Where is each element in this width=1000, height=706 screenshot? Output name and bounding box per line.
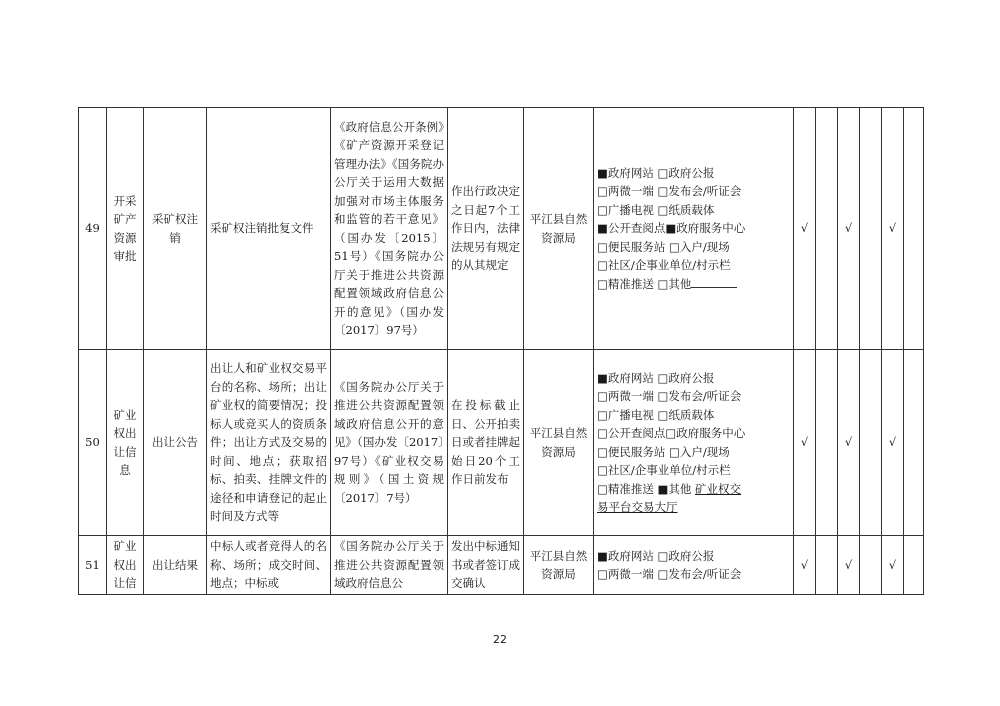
channel-line: □便民服务站 □入户/现场 <box>597 239 730 254</box>
content-cell: 中标人或者竞得人的名称、场所；成交时间、地点；中标或 <box>207 536 331 595</box>
checkmark-cell <box>904 350 924 536</box>
item-cell: 采矿权注销 <box>144 108 207 350</box>
subject-cell: 平江县自然资源局 <box>524 108 594 350</box>
disclosure-table <box>78 107 924 595</box>
channel-line: ■政府网站 □政府公报 <box>597 165 715 180</box>
channels-cell <box>594 108 794 350</box>
page-number: 22 <box>493 633 507 646</box>
checkmark-cell <box>816 108 838 350</box>
channel-line: □社区/企事业单位/村示栏 <box>597 258 731 273</box>
row-number: 49 <box>79 108 107 350</box>
channel-line: □精准推送 □其他 <box>597 275 790 294</box>
table-row <box>79 536 924 595</box>
timeline-cell: 作出行政决定之日起7个工作日内，法律法规另有规定的从其规定 <box>448 108 524 350</box>
checkmark-cell <box>860 536 882 595</box>
checkmark-cell: √ <box>838 108 860 350</box>
row-number: 50 <box>79 350 107 536</box>
channel-line: □社区/企事业单位/村示栏 <box>597 463 731 477</box>
subject-cell: 平江县自然资源局 <box>524 536 594 595</box>
channels-cell <box>594 536 794 595</box>
table-row <box>79 350 924 536</box>
timeline-cell: 在投标截止日、公开拍卖日或者挂牌起始日20个工作日前发布 <box>448 350 524 536</box>
channel-line: □公开查阅点□政府服务中心 <box>597 426 746 440</box>
timeline-cell: 发出中标通知书或者签订成交确认 <box>448 536 524 595</box>
checkmark-cell <box>904 108 924 350</box>
channels-cell <box>594 350 794 536</box>
checkmark-cell <box>816 536 838 595</box>
other-channel-text: 矿业权交 <box>695 481 742 496</box>
basis-cell: 《政府信息公开条例》《矿产资源开采登记管理办法》《国务院办公厅关于运用大数据加强对市场主体服务和监管的若干意见》（国办发〔2015〕51号）《国务院办公厅关于推进公共资源配置领域政府信息公开的意见》（国办发〔2017〕97号） <box>331 108 448 350</box>
content-cell: 出让人和矿业权交易平台的名称、场所；出让矿业权的简要情况；投标人或竞买人的资质条件；出让方式及交易的时间、地点；获取招标、拍卖、挂牌文件的途径和申请登记的起止时间及方式等 <box>207 350 331 536</box>
category-cell: 矿业权出让信息 <box>107 350 144 536</box>
checkmark-cell: √ <box>838 350 860 536</box>
channel-line: ■政府网站 □政府公报 <box>597 548 715 563</box>
row-number: 51 <box>79 536 107 595</box>
checkmark-cell <box>860 108 882 350</box>
channel-line: ■政府网站 □政府公报 <box>597 370 715 385</box>
channel-line: □两微一端 □发布会/听证会 <box>597 389 742 403</box>
checkmark-cell: √ <box>794 536 816 595</box>
checkmark-cell <box>860 350 882 536</box>
checkmark-cell: √ <box>794 108 816 350</box>
channel-line: □广播电视 □纸质载体 <box>597 407 715 422</box>
blank-line <box>691 275 737 288</box>
basis-cell: 《国务院办公厅关于推进公共资源配置领域政府信息公 <box>331 536 448 595</box>
basis-cell: 《国务院办公厅关于推进公共资源配置领域政府信息公开的意见》（国办发〔2017〕97号）《矿业权交易规则》（国土资规〔2017〕7号） <box>331 350 448 536</box>
checkmark-cell: √ <box>838 536 860 595</box>
other-channel-text: 易平台交易大厅 <box>597 500 678 514</box>
subject-cell: 平江县自然资源局 <box>524 350 594 536</box>
content-cell: 采矿权注销批复文件 <box>207 108 331 350</box>
checkmark-cell: √ <box>882 536 904 595</box>
checkmark-cell <box>904 536 924 595</box>
checkmark-cell: √ <box>794 350 816 536</box>
checkmark-cell: √ <box>882 108 904 350</box>
item-cell: 出让公告 <box>144 350 207 536</box>
channel-line: □两微一端 □发布会/听证会 <box>597 567 742 581</box>
category-cell: 开采矿产资源审批 <box>107 108 144 350</box>
channel-line: □精准推送 ■其他 矿业权交 <box>597 481 742 496</box>
item-cell: 出让结果 <box>144 536 207 595</box>
channel-line: □广播电视 □纸质载体 <box>597 202 715 217</box>
table-row <box>79 108 924 350</box>
category-cell: 矿业权出让信 <box>107 536 144 595</box>
channel-line: □便民服务站 □入户/现场 <box>597 444 730 459</box>
checkmark-cell <box>816 350 838 536</box>
channel-line: ■公开查阅点■政府服务中心 <box>597 221 746 236</box>
checkmark-cell: √ <box>882 350 904 536</box>
channel-line: □两微一端 □发布会/听证会 <box>597 184 742 199</box>
